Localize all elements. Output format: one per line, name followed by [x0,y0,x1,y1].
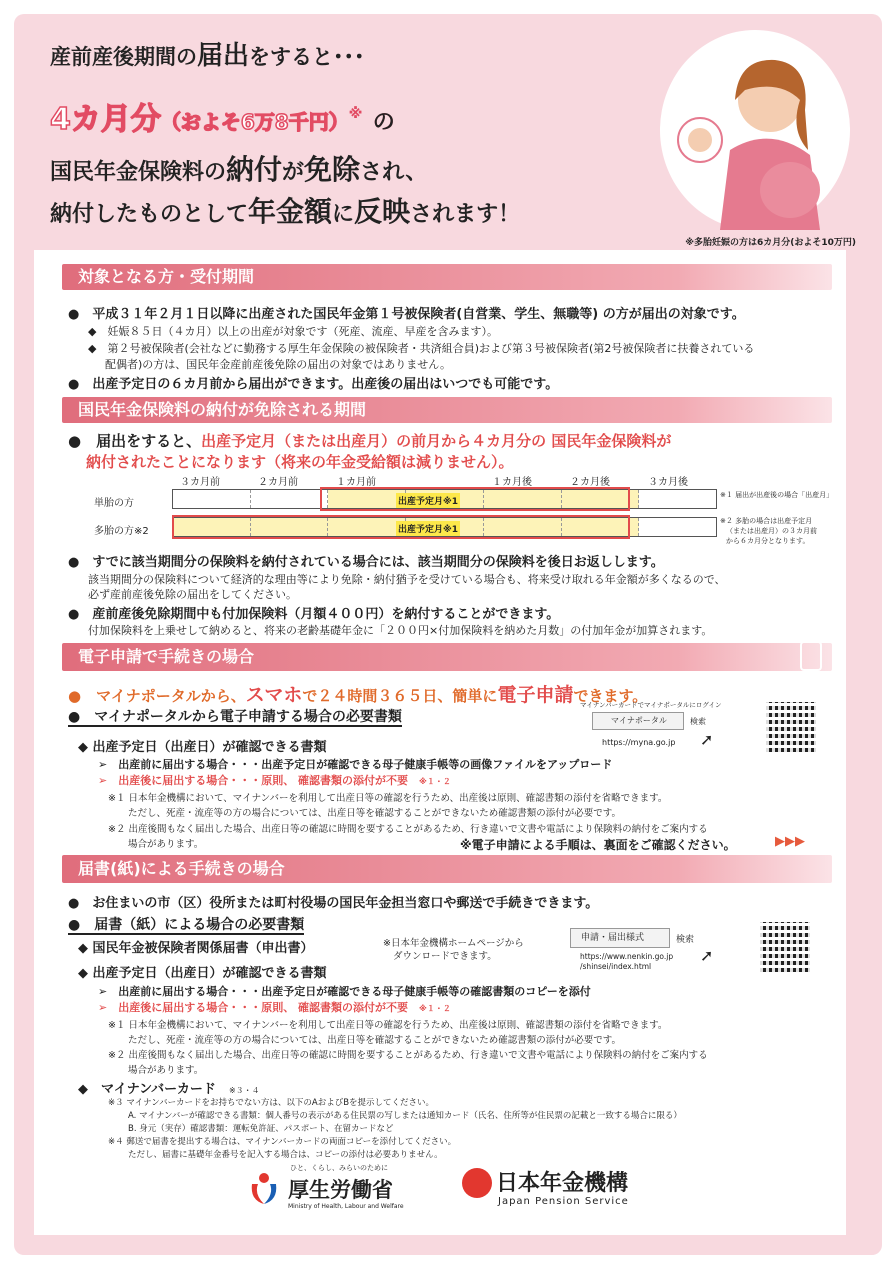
nenkin-search-input[interactable]: 申請・届出様式 [570,928,670,948]
jps-name-en: Japan Pension Service [498,1196,629,1207]
section-title-target: 対象となる方・受付期間 [62,264,832,290]
paper-doc-heading: ◆ 出産予定日（出産日）が確認できる書類 [78,966,327,981]
myna-search-input[interactable]: マイナポータル [592,712,684,730]
exempt-bullet-2-detail-2: 必ず産前産後免除の届出をしてください。 [88,588,297,601]
paper-bullet-1: ● お住まいの市（区）役所または町村役場の国民年金担当窓口や郵送で手続きできます。 [68,896,599,911]
smartphone-icon [800,641,822,671]
mhlw-name: 厚生労働省 [288,1178,393,1202]
mhlw-logo-icon [246,1170,282,1206]
nenkin-url-a[interactable]: https://www.nenkin.go.jp [580,952,674,961]
row-label-single: 単胎の方 [94,498,134,509]
headline-line1: 産前産後期間の届出をすると･･･ [50,41,365,71]
headline-line4: 納付したものとして年金額に反映されます！ [50,195,521,228]
jps-name: 日本年金機構 [496,1171,629,1196]
exempt-bullet-2-detail-1: 該当期間分の保険料について経済的な理由等により免除・納付猶予を受けている場合も、将来受け取れる年金額が多くなるので、 [88,573,726,586]
paper-bullet-2: ● 届書（紙）による場合の必要書類 [68,917,305,933]
paper-doc-before: ➢ 出産前に届出する場合・・・出産予定日が確認できる母子健康手帳等の確認書類のコピーを添付 [98,985,591,998]
section-title-online: 電子申請で手続きの場合 [62,643,832,671]
due-month-multi: 出産予定月※1 [396,521,460,536]
cursor-icon: ➚ [700,946,714,965]
exempt-bullet-1a: ● 届出をすると、出産予定月（または出産月）の前月から４カ月分の 国民年金保険料が [68,432,672,450]
exempt-range-single [320,487,630,511]
nenkin-search-button[interactable]: 検索 [676,935,695,945]
mhlw-name-en: Ministry of Health, Labour and Welfare [288,1203,404,1210]
table-note-2a: ※２ 多胎の場合は出産予定月 [720,517,813,525]
paper-form-note-a: ※日本年金機構ホームページから [383,938,524,949]
headline-line2: 4カ月分（およそ6万8千円）※ の [50,102,395,137]
jps-logo-icon [462,1168,492,1198]
mhlw-tagline: ひと、くらし、みらいのために [290,1164,388,1172]
online-note-2b: 場合があります。 [128,839,204,850]
month-header-5: ３カ月後 [648,477,688,488]
paper-note-4a: ※４ 郵送で届書を提出する場合は、マイナンバーカードの両面コピーを添付してください。 [108,1137,457,1147]
month-header-0: ３カ月前 [180,477,220,488]
target-bullet-1: ● 平成３１年２月１日以降に出産された国民年金第１号被保険者(自営業、学生、無職等) の方が届出の対象です。 [68,307,745,322]
exempt-bullet-2: ● すでに該当期間分の保険料を納付されている場合には、該当期間分の保険料を後日お返しします。 [68,555,664,570]
paper-doc-mynumber: ◆ マイナンバーカード ※３・４ [78,1082,260,1097]
table-note-2c: から６カ月分となります。 [726,537,810,545]
target-detail-2a: ◆ 第２号被保険者(会社などに勤務する厚生年金保険の被保険者・共済組合員)および第３号被保険者(第2号被保険者に扶養されている [88,342,755,355]
myna-search-button[interactable]: 検索 [690,717,706,726]
paper-note-2b: 場合があります。 [128,1065,204,1076]
online-bullet-1: ● マイナポータルから、スマホで２４時間３６５日、簡単に電子申請できます。 [68,684,648,706]
paper-note-3c: B. 身元（実存）確認書類：運転免許証、パスポート、在留カードなど [128,1124,394,1134]
target-bullet-2: ● 出産予定日の６カ月前から届出ができます。出産後の届出はいつでも可能です。 [68,377,559,392]
paper-note-3a: ※３ マイナンバーカードをお持ちでない方は、以下のAおよびBを提示してください。 [108,1098,435,1108]
row-label-multi: 多胎の方※2 [94,526,149,537]
online-note-1b: ただし、死産・流産等の方の場合については、出産日等を確認することができないため確認書類の添付が必要です。 [128,808,622,819]
target-detail-1: ◆ 妊娠８５日（４カ月）以上の出産が対象です（死産、流産、早産を含みます）。 [88,325,498,338]
exempt-bullet-1b: 納付されたことになります（将来の年金受給額は減りません）。 [86,453,514,471]
month-header-2: １カ月前 [336,477,376,488]
headline-line3: 国民年金保険料の納付が免除され、 [50,153,428,186]
month-header-1: ２カ月前 [258,477,298,488]
myna-qr-code[interactable] [766,702,816,752]
paper-doc-form: ◆ 国民年金被保険者関係届書（申出書） [78,941,314,956]
target-detail-2b: 配偶者)の方は、国民年金産前産後免除の届出の対象ではありません。 [105,358,451,371]
login-caption: マイナンバーカードでマイナポータルにログイン [580,701,722,709]
paper-note-4b: ただし、届書に基礎年金番号を記入する場合は、コピーの添付は必要ありません。 [128,1150,443,1160]
month-header-3: １カ月後 [492,477,532,488]
online-doc-before: ➢ 出産前に届出する場合・・・出産予定日が確認できる母子健康手帳等の画像ファイルをアップロード [98,758,613,771]
pregnant-woman-icon [660,30,850,230]
nenkin-qr-code[interactable] [760,922,810,972]
paper-note-1b: ただし、死産・流産等の方の場合については、出産日等を確認することができないため確認書類の添付が必要です。 [128,1035,622,1046]
online-doc-heading: ◆ 出産予定日（出産日）が確認できる書類 [78,740,327,755]
pregnant-woman-illustration [660,30,850,230]
section-title-exempt-period: 国民年金保険料の納付が免除される期間 [62,397,832,423]
section-title-paper: 届書(紙)による手続きの場合 [62,855,832,883]
cursor-icon: ➚ [700,730,714,749]
paper-form-note-b: ダウンロードできます。 [393,951,497,962]
paper-note-3b: A. マイナンバーが確認できる書類：個人番号の表示がある住民票の写しまたは通知カード（氏名、住所等が住民票の記載と一致する場合に限る） [128,1111,682,1121]
paper-note-1a: ※１ 日本年金機構において、マイナンバーを利用して出産日等の確認を行うため、出産後は原則、確認書類の添付を省略できます。 [108,1020,668,1031]
due-month-single: 出産予定月※1 [396,493,460,508]
myna-url[interactable]: https://myna.go.jp [602,738,676,747]
table-note-1: ※１ 届出が出産後の場合「出産月」 [720,491,834,499]
month-header-4: ２カ月後 [570,477,610,488]
table-note-2b: （または出産月）の３カ月前 [726,527,817,535]
nenkin-url-b[interactable]: /shinsei/index.html [580,962,652,971]
headline-footnote: ※多胎妊娠の方は6カ月分(およそ10万円) [685,238,856,248]
paper-note-2a: ※２ 出産後間もなく届出した場合、出産日等の確認に時間を要することがあるため、行き違いで文書や電話により保険料の納付をご案内する [108,1050,708,1061]
exempt-bullet-3: ● 産前産後免除期間中も付加保険料（月額４００円）を納付することができます。 [68,607,560,622]
online-bullet-2: ● マイナポータルから電子申請する場合の必要書類 [68,709,402,725]
arrow-icon: ▶▶▶ [775,834,805,849]
exempt-bullet-3-detail: 付加保険料を上乗せして納めると、将来の老齢基礎年金に「２００円×付加保険料を納めた月数」の付加年金が加算されます。 [88,624,713,637]
online-note-2a: ※２ 出産後間もなく届出した場合、出産日等の確認に時間を要することがあるため、行き違いで文書や電話により保険料の納付をご案内する [108,824,708,835]
paper-doc-after: ➢ 出産後に届出する場合・・・原則、 確認書類の添付が不要 ※１・２ [98,1001,451,1014]
online-back-page-note: ※電子申請による手順は、裏面をご確認ください。 [460,838,736,852]
online-doc-after: ➢ 出産後に届出する場合・・・原則、 確認書類の添付が不要 ※１・２ [98,774,451,787]
online-note-1a: ※１ 日本年金機構において、マイナンバーを利用して出産日等の確認を行うため、出産後は原則、確認書類の添付を省略できます。 [108,793,668,804]
